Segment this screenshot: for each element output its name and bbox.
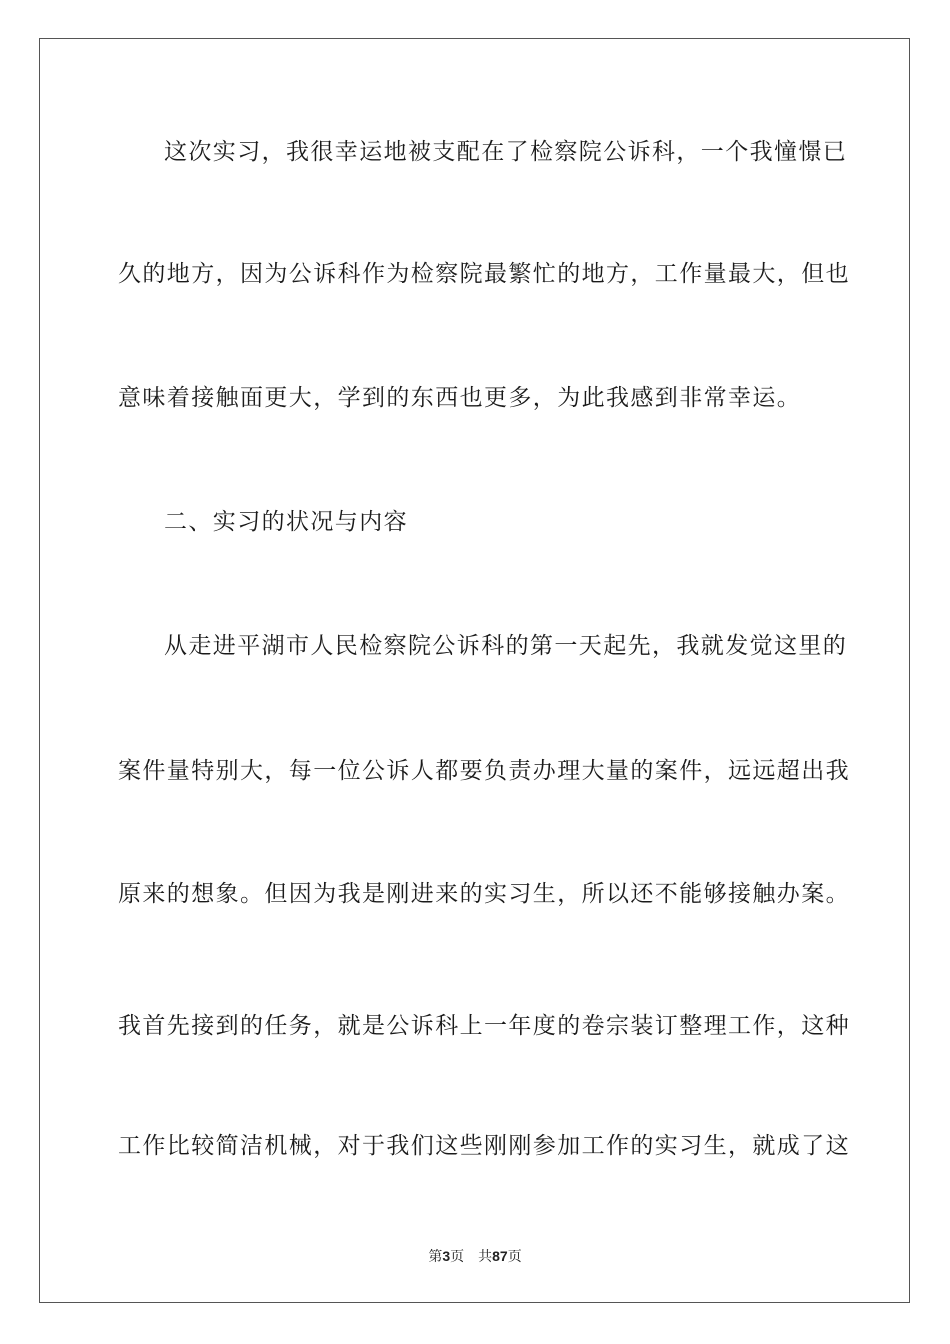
paragraph-line-6: 案件量特别大，每一位公诉人都要负责办理大量的案件，远远超出我 — [118, 758, 850, 784]
paragraph-line-1: 这次实习，我很幸运地被支配在了检察院公诉科，一个我憧憬已 — [164, 139, 848, 165]
footer-total-suffix: 页 — [507, 1249, 522, 1265]
section-heading: 二、实习的状况与内容 — [164, 509, 408, 535]
footer-total-prefix: 共 — [478, 1249, 493, 1265]
footer-total-pages: 87 — [492, 1248, 508, 1264]
paragraph-line-2: 久的地方，因为公诉科作为检察院最繁忙的地方，工作量最大，但也 — [118, 261, 850, 287]
paragraph-line-5: 从走进平湖市人民检察院公诉科的第一天起先，我就发觉这里的 — [164, 633, 848, 659]
paragraph-line-9: 工作比较简洁机械，对于我们这些刚刚参加工作的实习生，就成了这 — [118, 1133, 850, 1159]
page-footer — [0, 1247, 950, 1266]
footer-page-suffix: 页 — [450, 1249, 465, 1265]
footer-page-prefix: 第 — [428, 1249, 443, 1265]
footer-page-number: 3 — [442, 1248, 451, 1264]
paragraph-line-8: 我首先接到的任务，就是公诉科上一年度的卷宗装订整理工作，这种 — [118, 1013, 850, 1039]
paragraph-line-7: 原来的想象。但因为我是刚进来的实习生，所以还不能够接触办案。 — [118, 881, 850, 907]
page-border — [39, 38, 910, 1303]
paragraph-line-3: 意味着接触面更大，学到的东西也更多，为此我感到非常幸运。 — [118, 385, 802, 411]
